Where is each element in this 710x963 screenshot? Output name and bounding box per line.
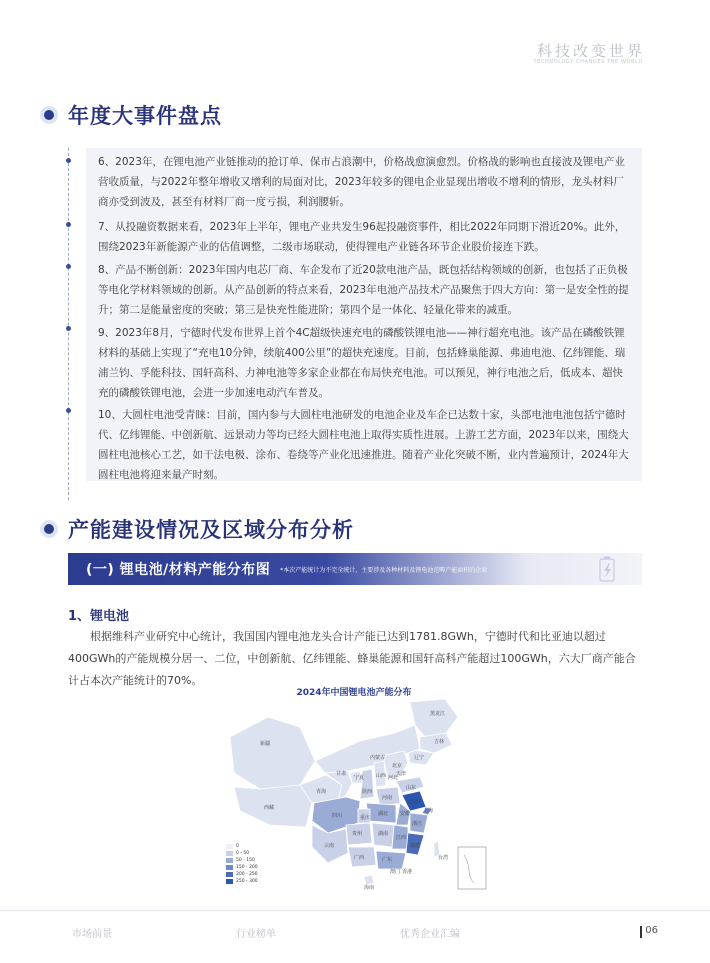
svg-text:四川: 四川 — [332, 813, 343, 819]
svg-text:重庆: 重庆 — [360, 815, 371, 821]
subsection-title: 1、锂电池 — [68, 609, 130, 624]
svg-text:天津: 天津 — [396, 771, 407, 777]
footer-divider — [0, 910, 710, 911]
timeline-dot-icon — [66, 408, 71, 413]
subsection-banner — [68, 553, 642, 585]
timeline-dot-icon — [66, 222, 71, 227]
province-shape — [364, 875, 374, 885]
battery-charge-icon — [588, 555, 628, 583]
section-heading-capacity — [44, 514, 354, 544]
map-legend — [226, 843, 258, 885]
svg-text:山东: 山东 — [406, 785, 417, 791]
map-title: 2024年中国锂电池产能分布 — [296, 688, 412, 698]
svg-text:台湾: 台湾 — [438, 855, 449, 861]
svg-text:青海: 青海 — [316, 789, 327, 795]
svg-text:贵州: 贵州 — [352, 831, 363, 837]
south-sea-inset — [458, 847, 486, 889]
body-paragraph: 根据维科产业研究中心统计，我国国内锂电池龙头合计产能已达到1781.8GWh，宁德时代和比亚迪以超过400GWh的产能规模分居一、二位，中创新航、亿纬锂能、蜂巢能源和国轩高科产能超过100GWh，六大厂商产能合计占本次产能统计的70%。 — [68, 630, 636, 687]
bullet-dot-icon — [44, 110, 54, 120]
timeline-dot-icon — [66, 264, 71, 269]
legend-item: 200 - 250 — [226, 871, 258, 878]
footer-nav-ranking[interactable]: 行业榜单 — [236, 929, 276, 940]
legend-item: 150 - 200 — [226, 864, 258, 871]
event-item: 6、2023年，在锂电池产业链推动的抢订单、保市占浪潮中，价格战愈演愈烈。价格战的影响也直接波及锂电产业营收质量，与2022年整年增收又增利的局面对比，2023年较多的锂电企业显现出增收不增利的情形，龙头材料厂商亦受到波及，甚至有材料厂商一度亏损，利润腰斩。 — [86, 148, 642, 214]
section-title: 年度大事件盘点 — [68, 104, 222, 128]
svg-text:安徽: 安徽 — [400, 811, 411, 817]
province-shape — [230, 717, 315, 789]
svg-text:广西: 广西 — [354, 855, 365, 861]
event-item: 8、产品不断创新：2023年国内电芯厂商、车企发布了近20款电池产品，既包括结构领域的创新，也包括了正负极等电化学材料领域的创新。从产品创新的特点来看，2023年电池产品技术产品聚焦于四大方向：第一是安全性的提升；第二是能量密度的突破；第三是快充性能进阶；第四个是一体化、轻量化带来的减重。 — [86, 256, 642, 320]
svg-text:黑龙江: 黑龙江 — [430, 711, 446, 717]
legend-item: 0 - 50 — [226, 850, 258, 857]
svg-text:山西: 山西 — [376, 773, 387, 779]
legend-item: 50 - 150 — [226, 857, 258, 864]
china-capacity-map — [220, 697, 490, 892]
svg-text:甘肃: 甘肃 — [336, 771, 347, 777]
svg-text:福建: 福建 — [410, 843, 421, 849]
svg-text:江西: 江西 — [396, 835, 407, 841]
svg-text:上海: 上海 — [423, 808, 434, 814]
brand-subtitle: TECHNOLOGY CHANGES THE WORLD — [533, 59, 643, 65]
svg-text:新疆: 新疆 — [260, 741, 271, 747]
legend-item: 0 — [226, 843, 258, 850]
svg-text:海南: 海南 — [364, 885, 375, 891]
svg-text:西藏: 西藏 — [264, 805, 275, 811]
section-heading-events — [44, 100, 222, 130]
svg-text:陕西: 陕西 — [362, 789, 373, 795]
province-shape — [410, 699, 458, 737]
svg-text:香港: 香港 — [402, 869, 413, 875]
event-item: 9、2023年8月，宁德时代发布世界上首个4C超级快速充电的磷酸铁锂电池——神行超充电池。该产品在磷酸铁锂材料的基础上实现了“充电10分钟，续航400公里”的超快充速度。目前，包括蜂巢能源、弗迪电池、亿纬锂能、瑞浦兰钧、孚能科技、国轩高科、力神电池等多家企业都在布局快充电池。可以预见，神行电池之后，低成本、超快充的磷酸铁锂电池，会进一步加速电动汽车普及。 — [86, 319, 642, 403]
svg-text:广东: 广东 — [382, 857, 393, 863]
svg-text:内蒙古: 内蒙古 — [370, 755, 386, 761]
timeline-line — [68, 148, 70, 500]
footer-nav-market[interactable]: 市场前景 — [72, 929, 112, 940]
timeline-dot-icon — [66, 158, 71, 163]
svg-text:河北: 河北 — [388, 775, 399, 781]
event-item: 7、从投融资数据来看，2023年上半年，锂电产业共发生96起投融资事件，相比2022年同期下滑近20%。此外，围绕2023年新能源产业的估值调整，二级市场联动，使得锂电产业链各环节企业股价接连下跌。 — [86, 213, 642, 258]
page-number: 06 — [645, 925, 658, 936]
svg-text:湖南: 湖南 — [378, 831, 389, 837]
svg-text:湖北: 湖北 — [378, 811, 389, 817]
svg-text:吉林: 吉林 — [434, 739, 445, 745]
svg-text:宁夏: 宁夏 — [354, 775, 365, 781]
event-item: 10、大圆柱电池受青睐：目前，国内参与大圆柱电池研发的电池企业及车企已达数十家，头部电池电池包括宁德时代、亿纬锂能、中创新航、远景动力等均已经大圆柱电池上取得实质性进展。上游工艺方面，2023年以来，围绕大圆柱电池核心工艺，如干法电极、涂布、卷绕等产业化迅速推进。随着产业化突破不断，业内普遍预计，2024年大圆柱电池将迎来量产时刻。 — [86, 401, 642, 481]
footer-nav-companies[interactable]: 优秀企业汇编 — [400, 929, 460, 940]
section-title: 产能建设情况及区域分布分析 — [68, 518, 354, 542]
page-divider — [640, 926, 642, 938]
svg-text:江苏: 江苏 — [408, 799, 419, 805]
svg-text:云南: 云南 — [324, 843, 335, 849]
svg-text:辽宁: 辽宁 — [414, 755, 425, 761]
bullet-dot-icon — [44, 524, 54, 534]
banner-title: (一) 锂电池/材料产能分布图 — [86, 562, 271, 578]
brand-title: 科技改变世界 — [536, 42, 645, 60]
svg-text:河南: 河南 — [382, 795, 393, 801]
svg-text:澳门: 澳门 — [390, 869, 401, 875]
svg-text:北京: 北京 — [392, 763, 403, 769]
banner-note: *本次产能统计为不完全统计，主要涉及各种材料及锂电池范畴产能面积的企业 — [280, 566, 488, 574]
legend-item: 250 - 300 — [226, 878, 258, 885]
svg-text:浙江: 浙江 — [412, 821, 423, 827]
timeline-dot-icon — [66, 326, 71, 331]
